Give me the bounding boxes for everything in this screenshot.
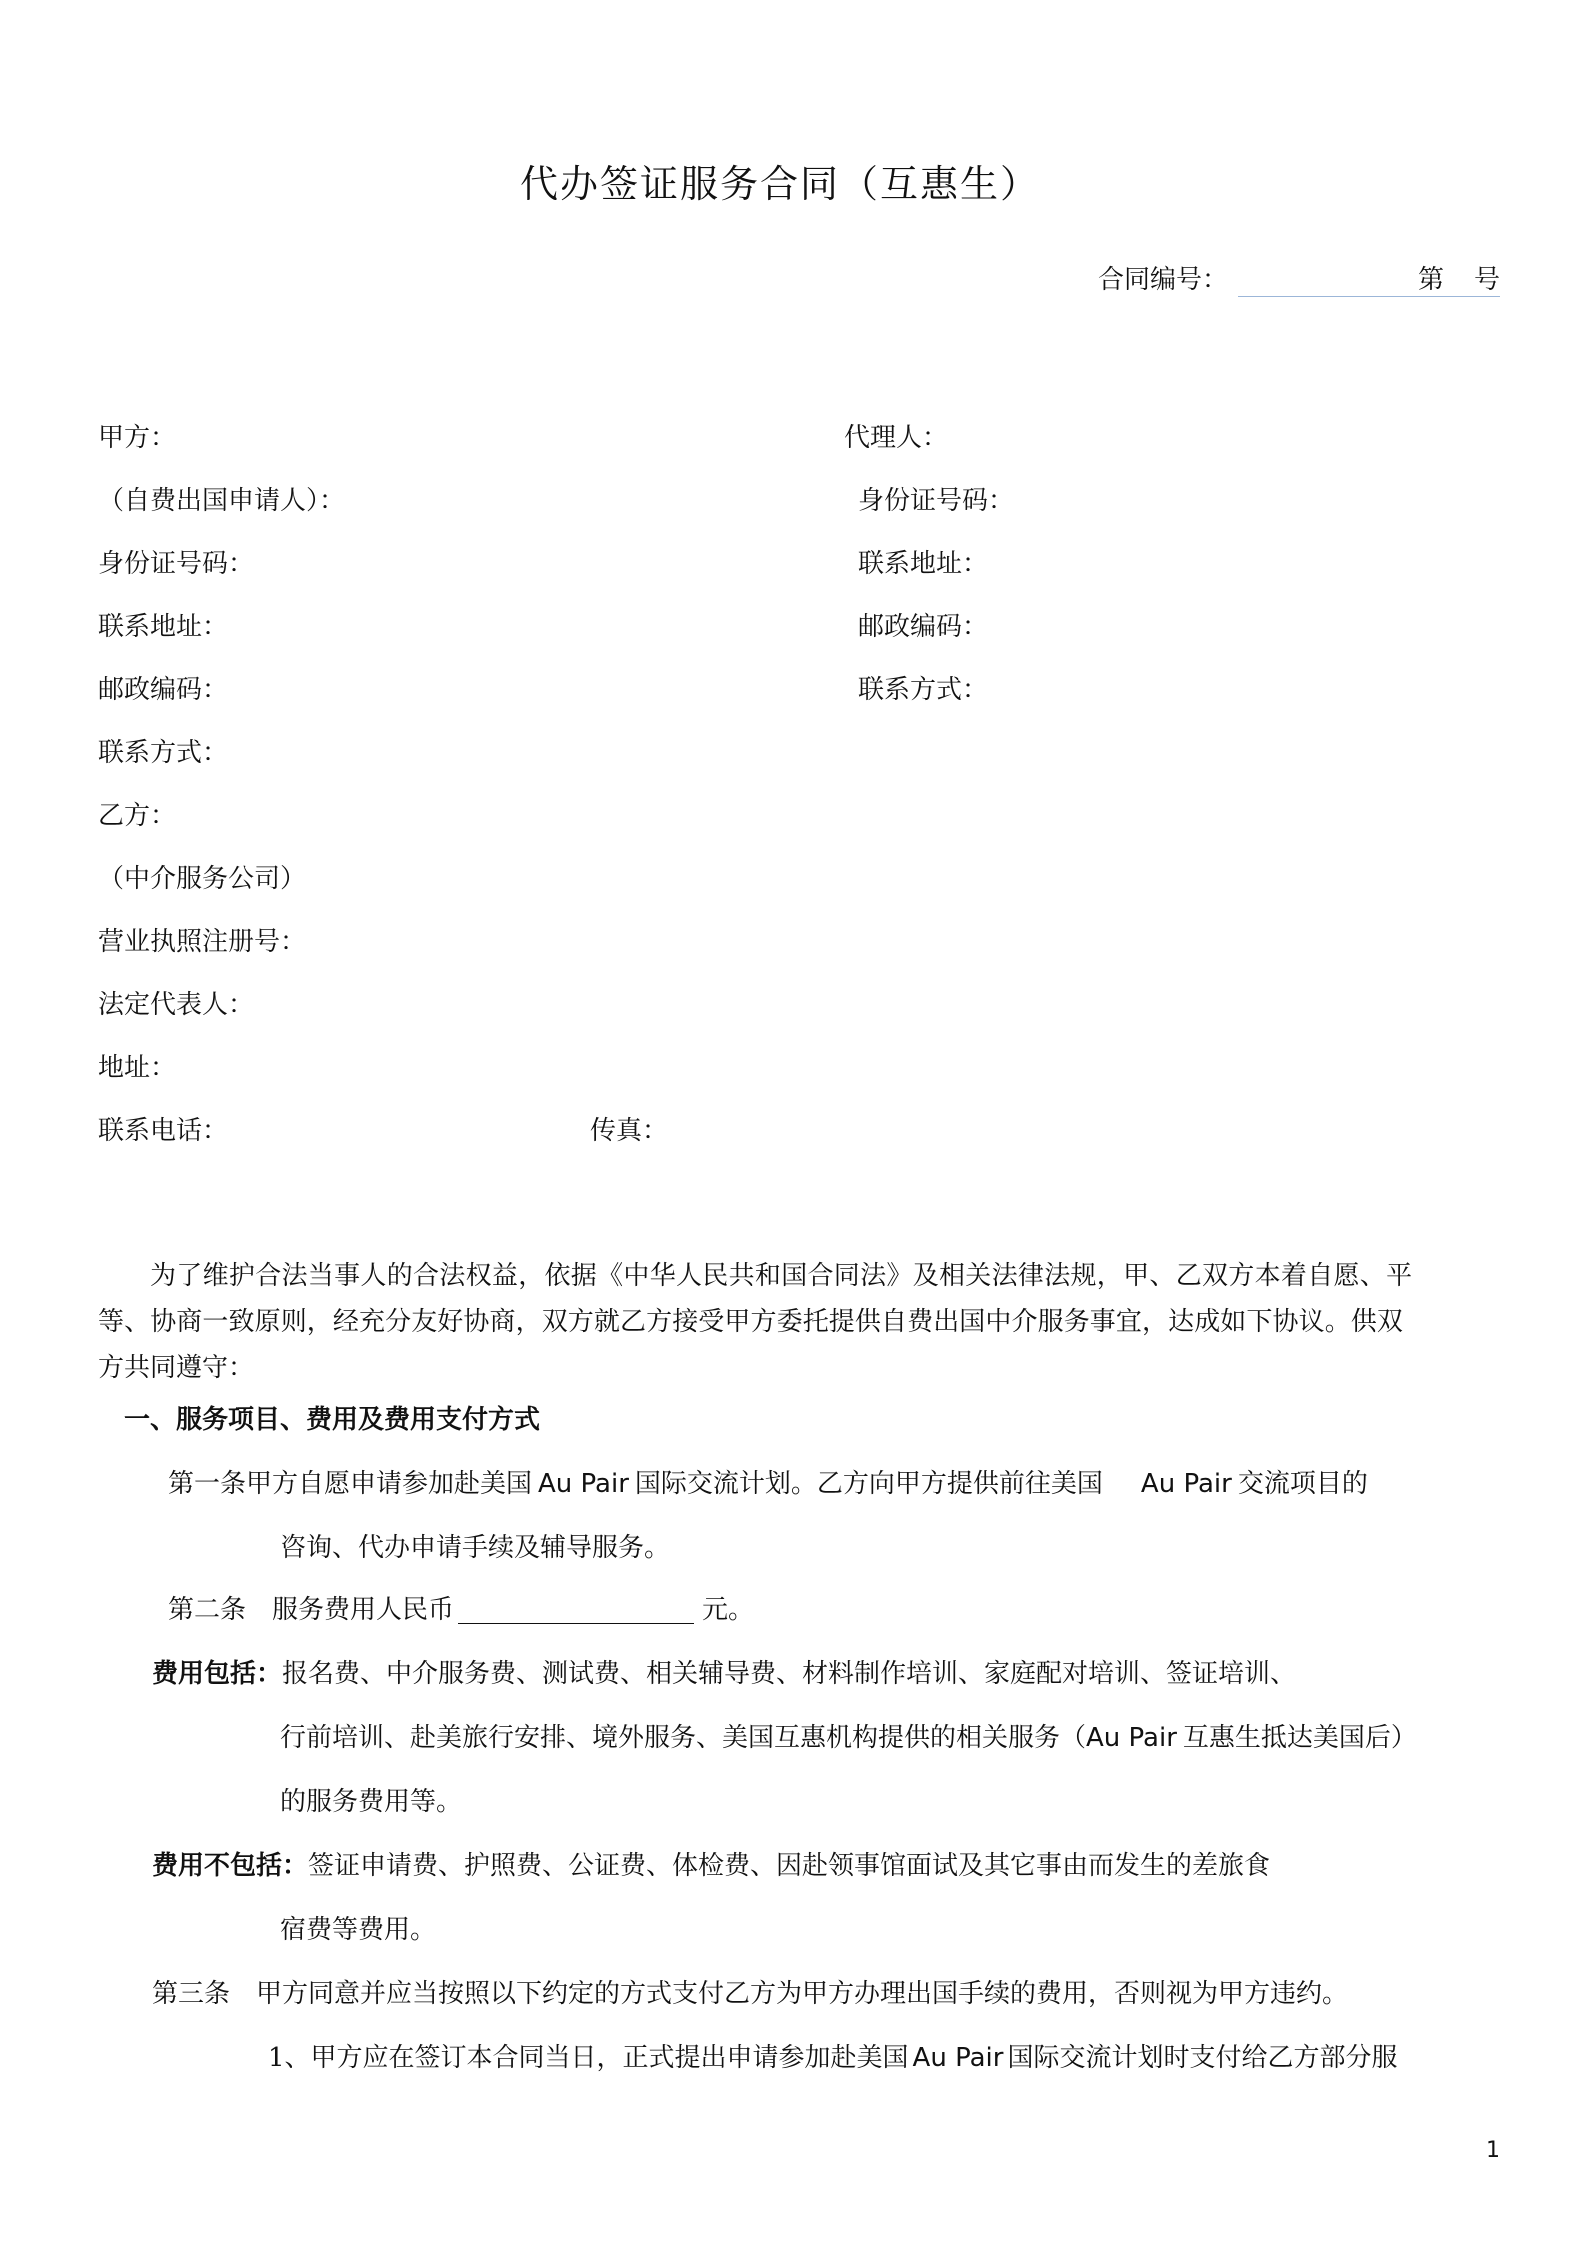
fees-included-text-1: 报名费、中介服务费、测试费、相关辅导费、材料制作培训、家庭配对培训、签证培训、: [282, 1659, 1297, 1689]
agent-label: 代理人：: [844, 423, 949, 453]
article-2: [168, 1592, 754, 1628]
party-b-sub: （中介服务公司）: [98, 864, 307, 894]
article-2-text-a: 第二条 服务费用人民币: [168, 1595, 455, 1625]
article-1-line-2: 咨询、代办申请手续及辅导服务。: [280, 1533, 671, 1563]
contract-number-hao: 号: [1474, 265, 1501, 295]
article-3-line-1: 第三条 甲方同意并应当按照以下约定的方式支付乙方为甲方办理出国手续的费用，否则视为甲方违约。: [152, 1979, 1349, 2009]
agent-address: 联系地址：: [858, 549, 989, 579]
article-3-item-1-text-a: 1、甲方应在签订本合同当日，正式提出申请参加赴美国: [268, 2043, 909, 2073]
fees-excluded-line-1: [152, 1848, 1270, 1884]
fees-included-text-2a: 行前培训、赴美旅行安排、境外服务、美国互惠机构提供的相关服务（: [280, 1723, 1087, 1753]
agent-id: 身份证号码：: [858, 486, 1015, 516]
party-a-zip: 邮政编码：: [98, 675, 229, 705]
article-2-text-b: 元。: [702, 1595, 755, 1625]
section-1-heading: 一、服务项目、费用及费用支付方式: [124, 1405, 541, 1435]
article-3-item-1-text-b: 国际交流计划时支付给乙方部分服: [1007, 2043, 1398, 2073]
contract-number-underline: [1238, 296, 1500, 297]
page-title: 代办签证服务合同（互惠生）: [520, 162, 1041, 206]
fee-amount-blank: [458, 1595, 694, 1624]
party-a-label: 甲方：: [98, 423, 177, 453]
party-b-label: 乙方：: [98, 801, 177, 831]
au-pair-term: Au Pair: [538, 1469, 629, 1499]
article-1-text-a: 第一条甲方自愿申请参加赴美国: [168, 1469, 533, 1499]
party-a-address: 联系地址：: [98, 612, 229, 642]
intro-line-1: 为了维护合法当事人的合法权益，依据《中华人民共和国合同法》及相关法律法规，甲、乙双方本着自愿、平: [150, 1261, 1413, 1291]
party-b-license: 营业执照注册号：: [98, 927, 307, 957]
page-number: 1: [1486, 2138, 1500, 2163]
fees-excluded-text-1: 签证申请费、护照费、公证费、体检费、因赴领事馆面试及其它事由而发生的差旅食: [308, 1851, 1271, 1881]
fees-included-line-2: [280, 1720, 1417, 1756]
fees-included-label: 费用包括：: [152, 1659, 283, 1689]
article-1-text-b: 国际交流计划。乙方向甲方提供前往美国: [634, 1469, 1103, 1499]
au-pair-term: Au Pair: [912, 2043, 1004, 2073]
article-1-text-c: 交流项目的: [1237, 1469, 1368, 1499]
intro-line-2: 等、协商一致原则，经充分友好协商，双方就乙方接受甲方委托提供自费出国中介服务事宜，达成如下协议。供双: [98, 1307, 1404, 1337]
party-a-sub: （自费出国申请人）：: [98, 486, 346, 516]
agent-zip: 邮政编码：: [858, 612, 989, 642]
fees-included-line-1: [152, 1656, 1296, 1692]
party-b-phone: 联系电话：: [98, 1116, 229, 1146]
party-b-fax: 传真：: [590, 1116, 669, 1146]
party-b-representative: 法定代表人：: [98, 990, 255, 1020]
fees-included-line-3: 的服务费用等。: [280, 1787, 463, 1817]
au-pair-term: Au Pair: [1086, 1723, 1177, 1753]
party-a-contact: 联系方式：: [98, 738, 229, 768]
fees-excluded-label: 费用不包括：: [152, 1851, 309, 1881]
agent-contact: 联系方式：: [858, 675, 989, 705]
article-1-line-1: [168, 1466, 1368, 1502]
party-b-address: 地址：: [98, 1053, 177, 1083]
intro-line-3: 方共同遵守：: [98, 1353, 255, 1383]
party-a-id: 身份证号码：: [98, 549, 255, 579]
contract-number: [1098, 262, 1228, 298]
contract-number-di: 第: [1418, 265, 1445, 295]
au-pair-term: Au Pair: [1140, 1469, 1232, 1499]
fees-included-text-2b: 互惠生抵达美国后）: [1182, 1723, 1417, 1753]
contract-number-label: 合同编号：: [1098, 265, 1229, 295]
article-3-item-1: [268, 2040, 1397, 2076]
fees-excluded-line-2: 宿费等费用。: [280, 1915, 437, 1945]
